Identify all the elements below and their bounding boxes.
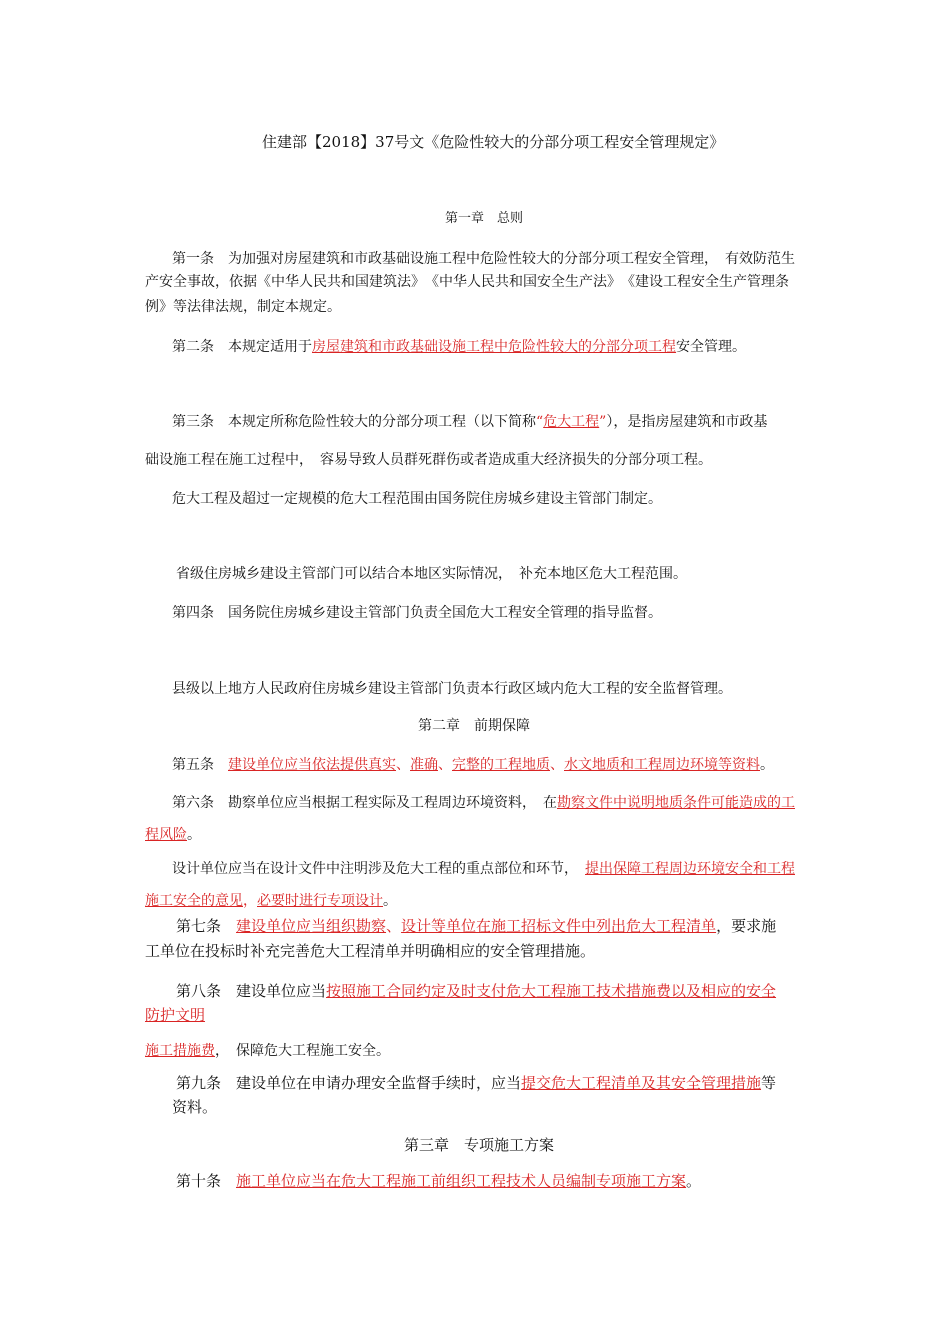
article-6-line-2 (145, 826, 201, 844)
article-2-highlight: 房屋建筑和市政基础设施工程中危险性较大的分部分项工程 (312, 339, 676, 355)
article-6-line-1 (172, 794, 795, 812)
article-5-highlight-1: 建设单位应当依法提供真实 (228, 757, 396, 773)
article-6-p2-highlight-3: 必要时进行专项设计 (257, 893, 383, 909)
article-5-highlight-3: 完整的工程地质 (452, 757, 550, 773)
article-8-line-1 (176, 982, 776, 1000)
article-7-highlight-2: 设计等单位在施工招标文件中列出危大工程清单 (401, 917, 717, 935)
article-5-post: 。 (760, 757, 774, 773)
article-8-highlight-1: 按照施工合同约定及时支付危大工程施工技术措施费以及相应的安全 (326, 982, 777, 1000)
article-3-line-1 (172, 413, 767, 431)
article-6-p2-pre: 设计单位应当在设计文件中注明涉及危大工程的重点部位和环节， (172, 861, 585, 877)
article-10-highlight: 施工单位应当在危大工程施工前组织工程技术人员编制专项施工方案 (236, 1172, 687, 1190)
article-9-pre: 第九条 建设单位在申请办理安全监督手续时，应当 (176, 1074, 522, 1092)
article-5-sep-1: 、 (396, 757, 410, 773)
article-6-highlight-2: 程风险 (145, 827, 187, 843)
article-6-paragraph-2-line-2 (145, 892, 397, 910)
article-3-paragraph-3: 省级住房城乡建设主管部门可以结合本地区实际情况， 补充本地区危大工程范围。 (176, 566, 687, 582)
article-3-quote-open: “ (536, 414, 544, 430)
article-6-highlight-1: 勘察文件中说明地质条件可能造成的工 (557, 795, 795, 811)
article-6-p2-post: 。 (383, 893, 397, 909)
article-7-highlight-1: 建设单位应当组织勘察 (236, 917, 387, 935)
chapter-heading: 第三章 专项施工方案 (404, 1136, 555, 1154)
article-5-sep-2: 、 (438, 757, 452, 773)
article-6-pre: 第六条 勘察单位应当根据工程实际及工程周边环境资料， 在 (172, 795, 557, 811)
article-7-line-2: 工单位在投标时补充完善危大工程清单并明确相应的安全管理措施。 (145, 942, 596, 960)
chapter-heading: 第二章 前期保障 (418, 718, 530, 734)
article-8-highlight-2: 防护文明 (145, 1006, 206, 1024)
article-1-line-1: 第一条 为加强对房屋建筑和市政基础设施工程中危险性较大的分部分项工程安全管理， 有效防范生 (172, 251, 795, 267)
article-1-line-3: 例》等法律法规，制定本规定。 (145, 299, 341, 315)
article-9-highlight: 提交危大工程清单及其安全管理措施 (521, 1074, 762, 1092)
article-10-post: 。 (686, 1172, 702, 1190)
article-8-highlight-3: 施工措施费 (145, 1043, 215, 1059)
article-3-highlight: 危大工程 (543, 414, 600, 430)
article-10-pre: 第十条 (176, 1172, 237, 1190)
article-9-post: 等 (761, 1074, 777, 1092)
article-2-post: 安全管理。 (676, 339, 746, 355)
article-5-sep-3: 、 (550, 757, 564, 773)
article-7-post: ，要求施 (716, 917, 777, 935)
article-7-pre: 第七条 (176, 917, 237, 935)
article-3-paragraph-2: 危大工程及超过一定规模的危大工程范围由国务院住房城乡建设主管部门制定。 (172, 491, 662, 507)
article-6-p2-highlight-1: 提出保障工程周边环境安全和工程 (585, 861, 795, 877)
article-6-post: 。 (187, 827, 201, 843)
article-5 (172, 756, 774, 774)
chapter-heading: 第一章 总则 (445, 211, 524, 226)
article-9-line-2: 资料。 (172, 1098, 218, 1116)
article-3-pre: 第三条 本规定所称危险性较大的分部分项工程（以下简称 (172, 414, 536, 430)
article-8-line-3 (145, 1042, 390, 1060)
article-5-pre: 第五条 (172, 757, 228, 773)
article-7-line-1 (176, 917, 776, 935)
article-3-post: ），是指房屋建筑和市政基 (606, 414, 768, 430)
document-title: 住建部【2018】37号文《危险性较大的分部分项工程安全管理规定》 (262, 133, 725, 151)
article-2-pre: 第二条 本规定适用于 (172, 339, 312, 355)
article-6-paragraph-2-line-1 (172, 860, 795, 878)
article-5-highlight-4: 水文地质和工程周边环境等资料 (564, 757, 760, 773)
article-9-line-1 (176, 1074, 776, 1092)
article-5-highlight-2: 准确 (410, 757, 438, 773)
article-3-line-2: 础设施工程在施工过程中， 容易导致人员群死群伤或者造成重大经济损失的分部分项工程。 (145, 452, 712, 468)
article-2 (172, 338, 746, 356)
article-8-pre: 第八条 建设单位应当 (176, 982, 327, 1000)
article-3-quote-close: ” (599, 414, 607, 430)
article-8-line-2 (145, 1006, 205, 1024)
article-4-paragraph-1: 第四条 国务院住房城乡建设主管部门负责全国危大工程安全管理的指导监督。 (172, 605, 662, 621)
article-6-p2-highlight-2: 施工安全的意见 (145, 893, 243, 909)
article-6-p2-sep: ， (243, 893, 257, 909)
article-4-paragraph-2: 县级以上地方人民政府住房城乡建设主管部门负责本行政区域内危大工程的安全监督管理。 (172, 681, 732, 697)
article-7-sep: 、 (386, 917, 402, 935)
article-10 (176, 1172, 701, 1190)
article-8-post: ， 保障危大工程施工安全。 (215, 1043, 390, 1059)
article-1-line-2: 产安全事故，依据《中华人民共和国建筑法》 《中华人民共和国安全生产法》 《建设工程安全生产管理条 (145, 274, 789, 290)
